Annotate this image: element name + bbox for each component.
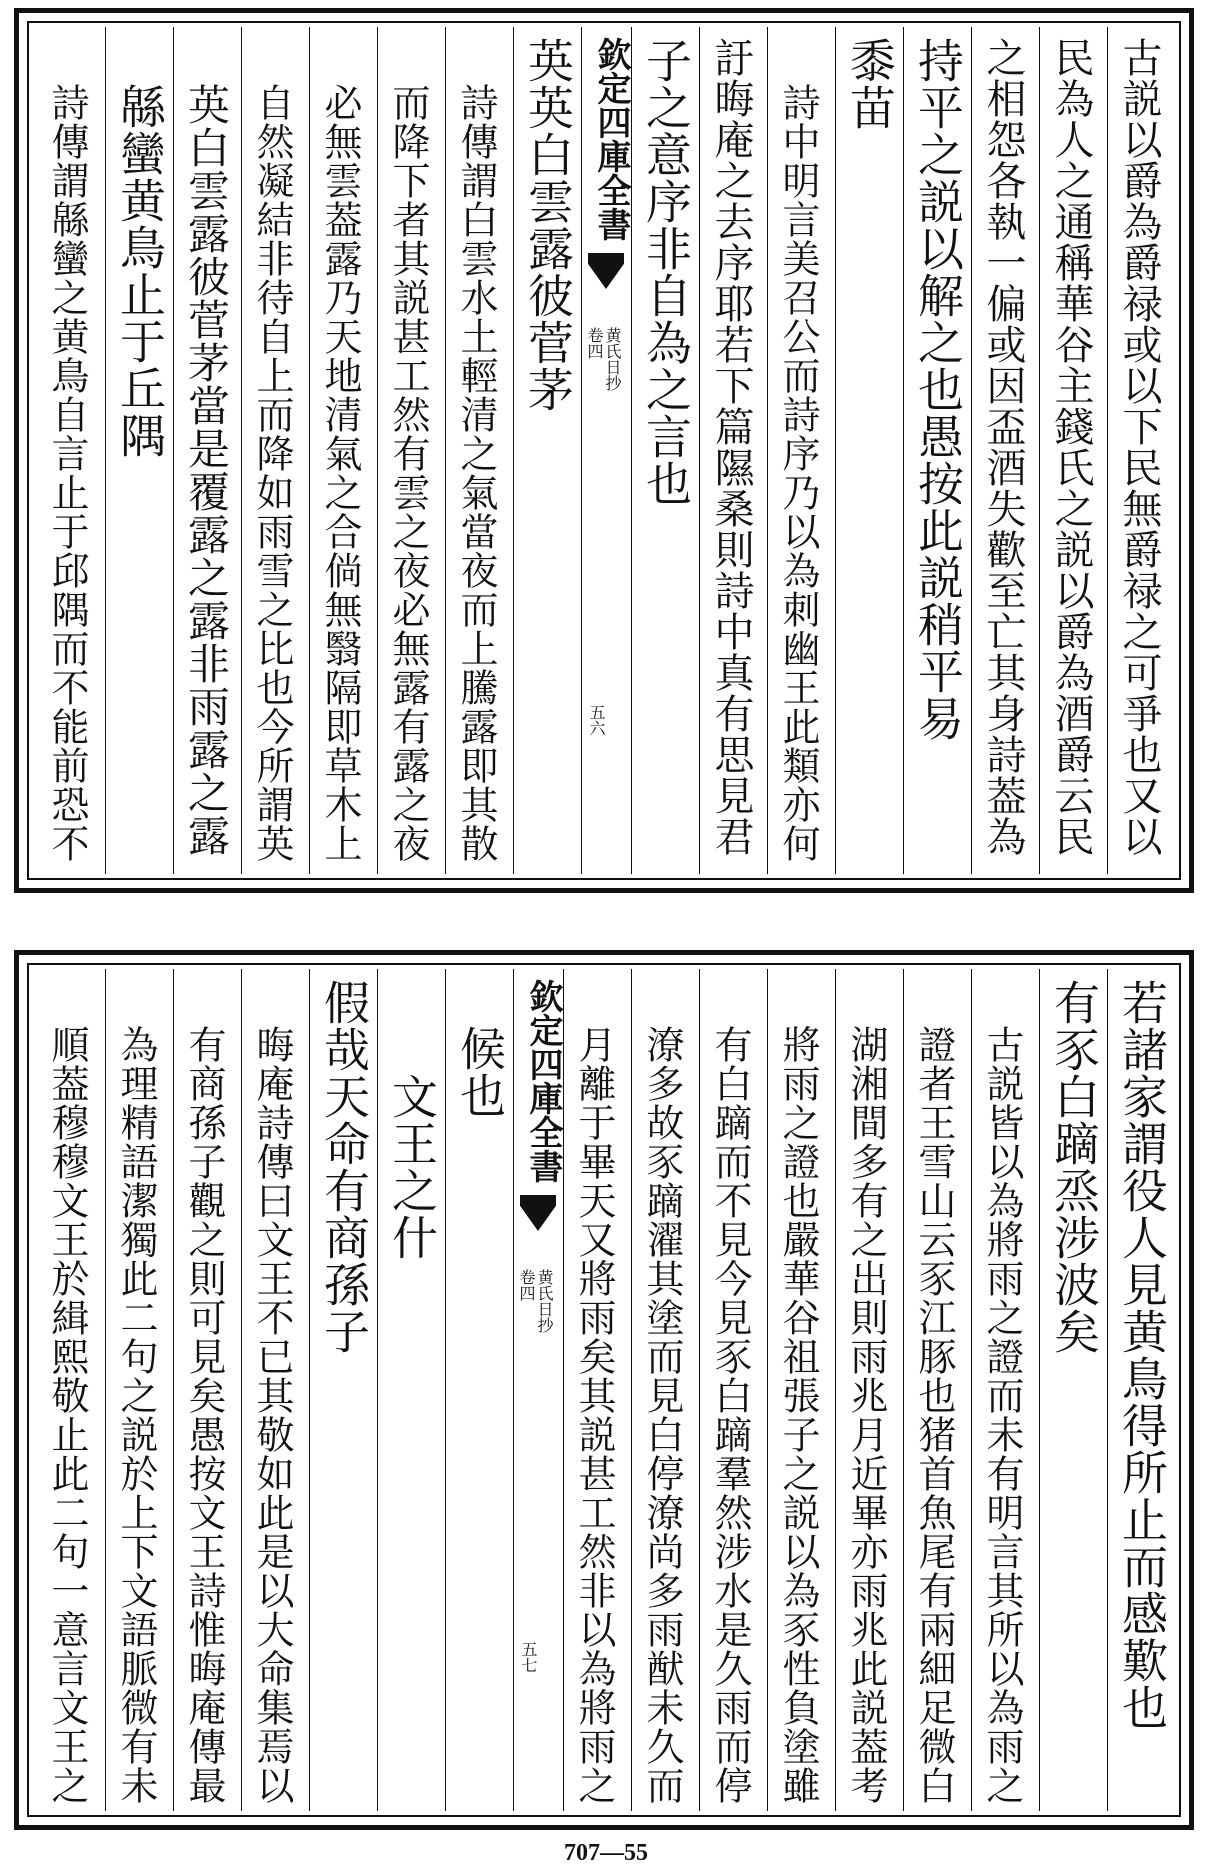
text-column bbox=[105, 969, 173, 1811]
column-text: 古説以爵為爵禄或以下民無爵禄之可爭也又以 bbox=[1116, 37, 1162, 857]
text-column bbox=[903, 27, 971, 874]
center-banner bbox=[581, 27, 631, 874]
lower-page bbox=[14, 950, 1194, 1830]
column-text: 湖湘間多有之出則雨兆月近畢亦雨兆此説葢考 bbox=[844, 1025, 888, 1805]
text-column bbox=[835, 27, 903, 874]
column-text: 晦庵詩傳曰文王不已其敬如此是以大命集焉以 bbox=[250, 1025, 294, 1805]
banner-subtitle bbox=[518, 1269, 552, 1333]
column-text: 黍苗 bbox=[843, 37, 897, 131]
column-text: 英英白雲露彼菅茅 bbox=[521, 37, 575, 413]
text-column bbox=[563, 969, 631, 1811]
text-column bbox=[173, 27, 241, 874]
text-column bbox=[631, 27, 699, 874]
banner-title: 欽定四庫全書 bbox=[523, 979, 563, 1183]
text-column bbox=[971, 969, 1039, 1811]
column-text: 假哉天命有商孫子 bbox=[317, 979, 371, 1355]
column-text: 為理精語潔獨此二句之説於上下文語脈微有未 bbox=[114, 1025, 158, 1805]
text-column bbox=[173, 969, 241, 1811]
text-column bbox=[835, 969, 903, 1811]
text-column bbox=[513, 27, 581, 874]
text-column bbox=[377, 27, 445, 874]
banner-subtitle bbox=[586, 327, 620, 391]
text-column bbox=[1039, 27, 1107, 874]
banner-page-number: 五六 bbox=[587, 704, 606, 736]
text-column bbox=[241, 27, 309, 874]
column-text: 而降下者其説甚工然有雲之夜必無露有露之夜 bbox=[386, 83, 430, 863]
column-text: 順葢穆穆文王於緝熙敬止此二句一意言文王之 bbox=[45, 1025, 89, 1805]
upper-page-columns bbox=[33, 27, 1175, 874]
text-column bbox=[241, 969, 309, 1811]
text-column bbox=[309, 27, 377, 874]
column-text: 詩中明言美召公而詩序乃以為刺幽王此類亦何 bbox=[776, 83, 820, 863]
column-text: 潦多故豕蹢濯其塗而見白停潦尚多雨猷未久而 bbox=[640, 1025, 684, 1805]
text-column bbox=[767, 27, 835, 874]
text-column bbox=[903, 969, 971, 1811]
fish-tail-mark-icon bbox=[588, 253, 624, 289]
column-text: 古説皆以為將雨之證而未有明言其所以為雨之 bbox=[980, 1025, 1024, 1805]
column-text: 將雨之證也嚴華谷祖張子之説以為豕性負塗雖 bbox=[776, 1025, 820, 1805]
text-column bbox=[699, 27, 767, 874]
text-column bbox=[37, 969, 105, 1811]
text-column bbox=[699, 969, 767, 1811]
column-text: 持平之説以解之也愚按此説稍平易 bbox=[911, 37, 965, 742]
banner-book: 黄氏日抄 bbox=[535, 1269, 554, 1333]
column-text: 文王之什 bbox=[385, 1073, 439, 1261]
text-column bbox=[631, 969, 699, 1811]
column-text: 候也 bbox=[453, 1025, 507, 1119]
column-text: 若諸家謂役人見黄鳥得所止而感歎也 bbox=[1115, 979, 1169, 1731]
lower-page-columns bbox=[33, 969, 1175, 1811]
column-text: 詩傳謂白雲水土輕清之氣當夜而上騰露即其散 bbox=[454, 83, 498, 863]
column-text: 證者王雪山云豕江豚也猪首魚尾有兩細足微白 bbox=[912, 1025, 956, 1805]
text-column bbox=[105, 27, 173, 874]
column-text: 子之意序非自為之言也 bbox=[639, 37, 693, 507]
banner-page-number: 五七 bbox=[519, 1641, 538, 1673]
column-text: 必無雲葢露乃天地清氣之合倘無翳隔即草木上 bbox=[318, 83, 362, 863]
column-text: 有商孫子觀之則可見矣愚按文王詩惟晦庵傳最 bbox=[182, 1025, 226, 1805]
banner-volume: 卷四 bbox=[585, 327, 604, 359]
page-footer-label: 707—55 bbox=[564, 1840, 648, 1866]
text-column bbox=[377, 969, 445, 1811]
column-text: 自然凝結非待自上而降如雨雪之比也今所謂英 bbox=[250, 83, 294, 863]
center-banner bbox=[513, 969, 563, 1811]
column-text: 緜蠻黄鳥止于丘隅 bbox=[113, 83, 167, 459]
text-column bbox=[971, 27, 1039, 874]
column-text: 有白蹢而不見今見豕白蹢羣然涉水是久雨而停 bbox=[708, 1025, 752, 1805]
column-text: 月離于畢天又將雨矣其説甚工然非以為將雨之 bbox=[572, 1025, 616, 1805]
banner-title: 欽定四庫全書 bbox=[591, 37, 631, 241]
column-text: 有豕白蹢烝涉波矣 bbox=[1047, 979, 1101, 1355]
text-column bbox=[445, 969, 513, 1811]
text-column bbox=[309, 969, 377, 1811]
text-column bbox=[37, 27, 105, 874]
column-text: 之相怨各執一偏或因盃酒失歡至亡其身詩葢為 bbox=[980, 37, 1026, 857]
text-column bbox=[1107, 27, 1175, 874]
column-text: 訏晦庵之去序耶若下篇隰桑則詩中真有思見君 bbox=[708, 37, 754, 857]
column-text: 詩傳謂緜蠻之黄鳥自言止于邱隅而不能前恐不 bbox=[45, 83, 89, 863]
banner-book: 黄氏日抄 bbox=[603, 327, 622, 391]
text-column bbox=[1107, 969, 1175, 1811]
column-text: 英白雲露彼菅茅當是覆露之露非雨露之露 bbox=[182, 83, 231, 857]
banner-volume: 卷四 bbox=[517, 1269, 536, 1301]
text-column bbox=[767, 969, 835, 1811]
fish-tail-mark-icon bbox=[520, 1195, 556, 1231]
upper-page bbox=[14, 8, 1194, 893]
text-column bbox=[1039, 969, 1107, 1811]
column-text: 民為人之通稱華谷主錢氏之説以爵為酒爵云民 bbox=[1048, 37, 1094, 857]
text-column bbox=[445, 27, 513, 874]
